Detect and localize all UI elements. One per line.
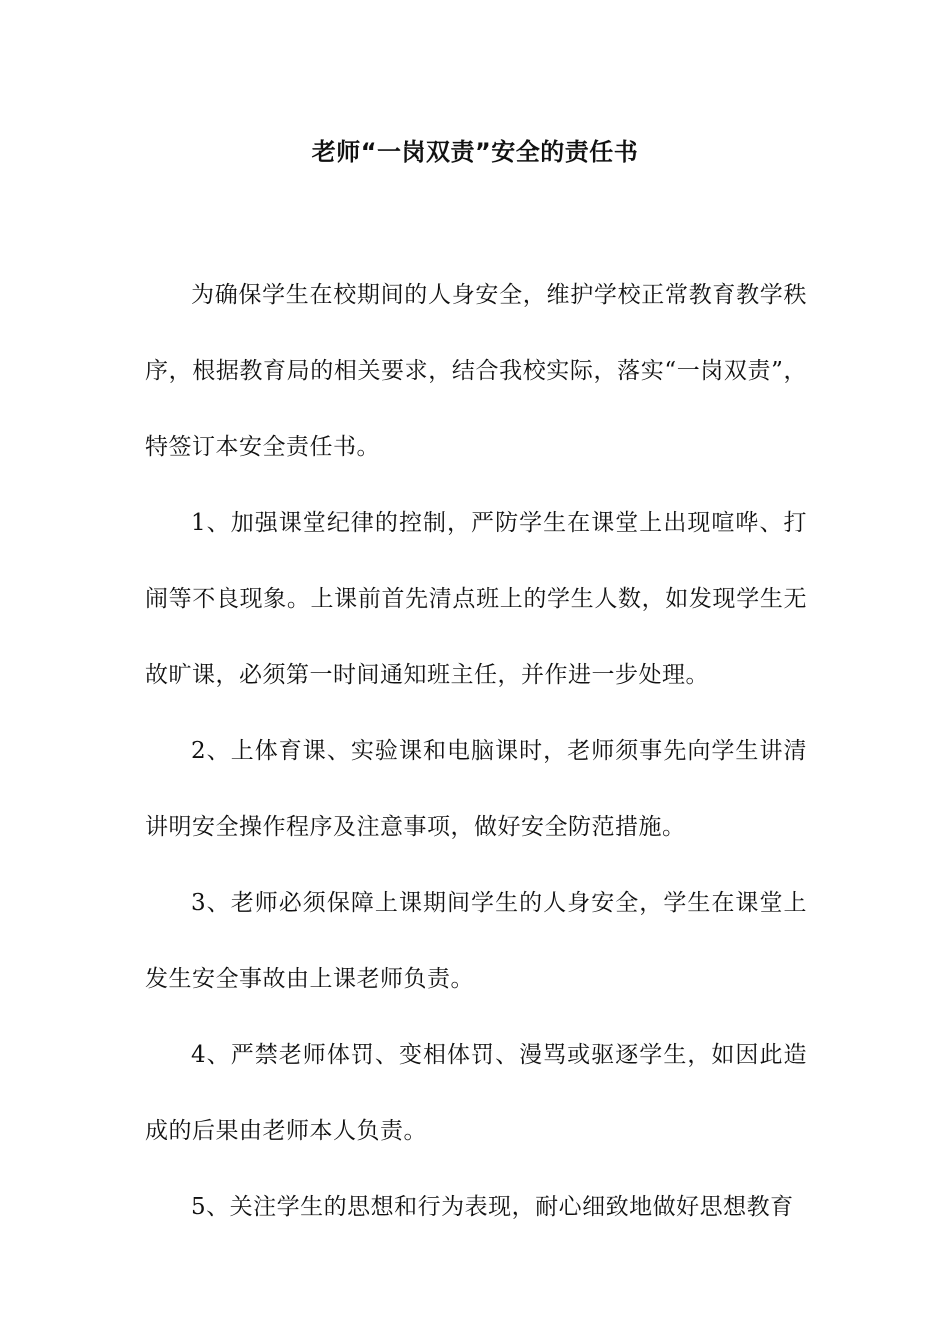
intro-paragraph: 为确保学生在校期间的人身安全，维护学校正常教育教学秩序，根据教育局的相关要求，结合我校实际，落实“一岗双责”，特签订本安全责任书。 [145, 282, 807, 460]
clause-3-paragraph: 3、老师必须保障上课期间学生的人身安全，学生在课堂上发生安全事故由上课老师负责。 [145, 890, 807, 992]
clause-1-paragraph: 1、加强课堂纪律的控制，严防学生在课堂上出现喧哗、打闹等不良现象。上课前首先清点班上的学生人数，如发现学生无故旷课，必须第一时间通知班主任，并作进一步处理。 [145, 510, 807, 688]
clause-2-paragraph: 2、上体育课、实验课和电脑课时，老师须事先向学生讲清讲明安全操作程序及注意事项，做好安全防范措施。 [145, 738, 807, 840]
clause-5-paragraph: 5、关注学生的思想和行为表现，耐心细致地做好思想教育 [191, 1194, 794, 1220]
document-body [145, 257, 807, 1245]
clause-4-paragraph: 4、严禁老师体罚、变相体罚、漫骂或驱逐学生，如因此造成的后果由老师本人负责。 [145, 1042, 807, 1144]
document-title: 老师“一岗双责”安全的责任书 [311, 138, 639, 166]
